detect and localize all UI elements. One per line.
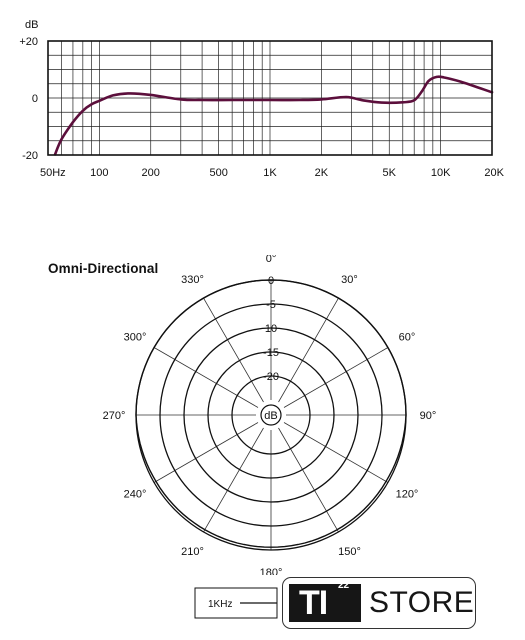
polar-angle-label: 90° xyxy=(419,410,437,422)
polar-ring-label: -20 xyxy=(263,371,279,383)
frequency-grid xyxy=(48,41,492,155)
x-tick-label: 100 xyxy=(90,167,109,179)
y-tick-label: -20 xyxy=(22,150,38,162)
polar-angle-label: 210° xyxy=(181,545,204,558)
store-logo xyxy=(282,577,476,629)
x-tick-label: 2K xyxy=(314,167,329,179)
logo-wordmark: STORE xyxy=(369,586,475,619)
polar-angle-label: 0° xyxy=(265,255,277,265)
frequency-response-line xyxy=(55,77,492,155)
frequency-response-chart xyxy=(0,0,525,190)
y-axis-label: dB xyxy=(25,19,39,31)
x-tick-label: 1K xyxy=(263,167,277,179)
polar-angle-label: 300° xyxy=(123,331,147,344)
polar-angle-label: 270° xyxy=(102,410,126,422)
polar-ring-label: -15 xyxy=(263,347,279,359)
polar-angle-label: 60° xyxy=(398,331,416,344)
polar-ring-label: dB xyxy=(264,410,278,422)
x-tick-label: 200 xyxy=(141,167,160,179)
logo-superscript: 22 xyxy=(338,580,350,591)
x-tick-label: 20K xyxy=(484,167,504,179)
polar-chart-title: Omni-Directional xyxy=(48,261,159,276)
y-tick-label: 0 xyxy=(31,93,38,105)
x-tick-label: 5K xyxy=(382,167,397,179)
x-tick-label: 500 xyxy=(209,167,228,179)
polar-pattern-chart xyxy=(0,255,525,575)
y-tick-labels xyxy=(19,36,38,162)
polar-angle-label: 150° xyxy=(338,545,361,558)
polar-ring-label: 0 xyxy=(267,275,275,287)
polar-angle-label: 30° xyxy=(341,274,358,287)
legend-label: 1KHz xyxy=(208,599,233,610)
x-tick-labels xyxy=(40,167,505,179)
logo-mark: TI xyxy=(289,584,361,622)
polar-angle-label: 330° xyxy=(181,274,204,287)
legend xyxy=(0,575,290,625)
polar-angle-label: 180° xyxy=(259,567,283,575)
polar-ring-label: -5 xyxy=(266,299,276,311)
polar-angle-label: 120° xyxy=(395,488,419,501)
x-tick-label: 50Hz xyxy=(40,167,66,179)
polar-angle-label: 240° xyxy=(123,488,147,501)
y-tick-label: +20 xyxy=(19,36,38,48)
x-tick-label: 10K xyxy=(430,167,451,179)
polar-ring-label: 10 xyxy=(264,323,278,335)
